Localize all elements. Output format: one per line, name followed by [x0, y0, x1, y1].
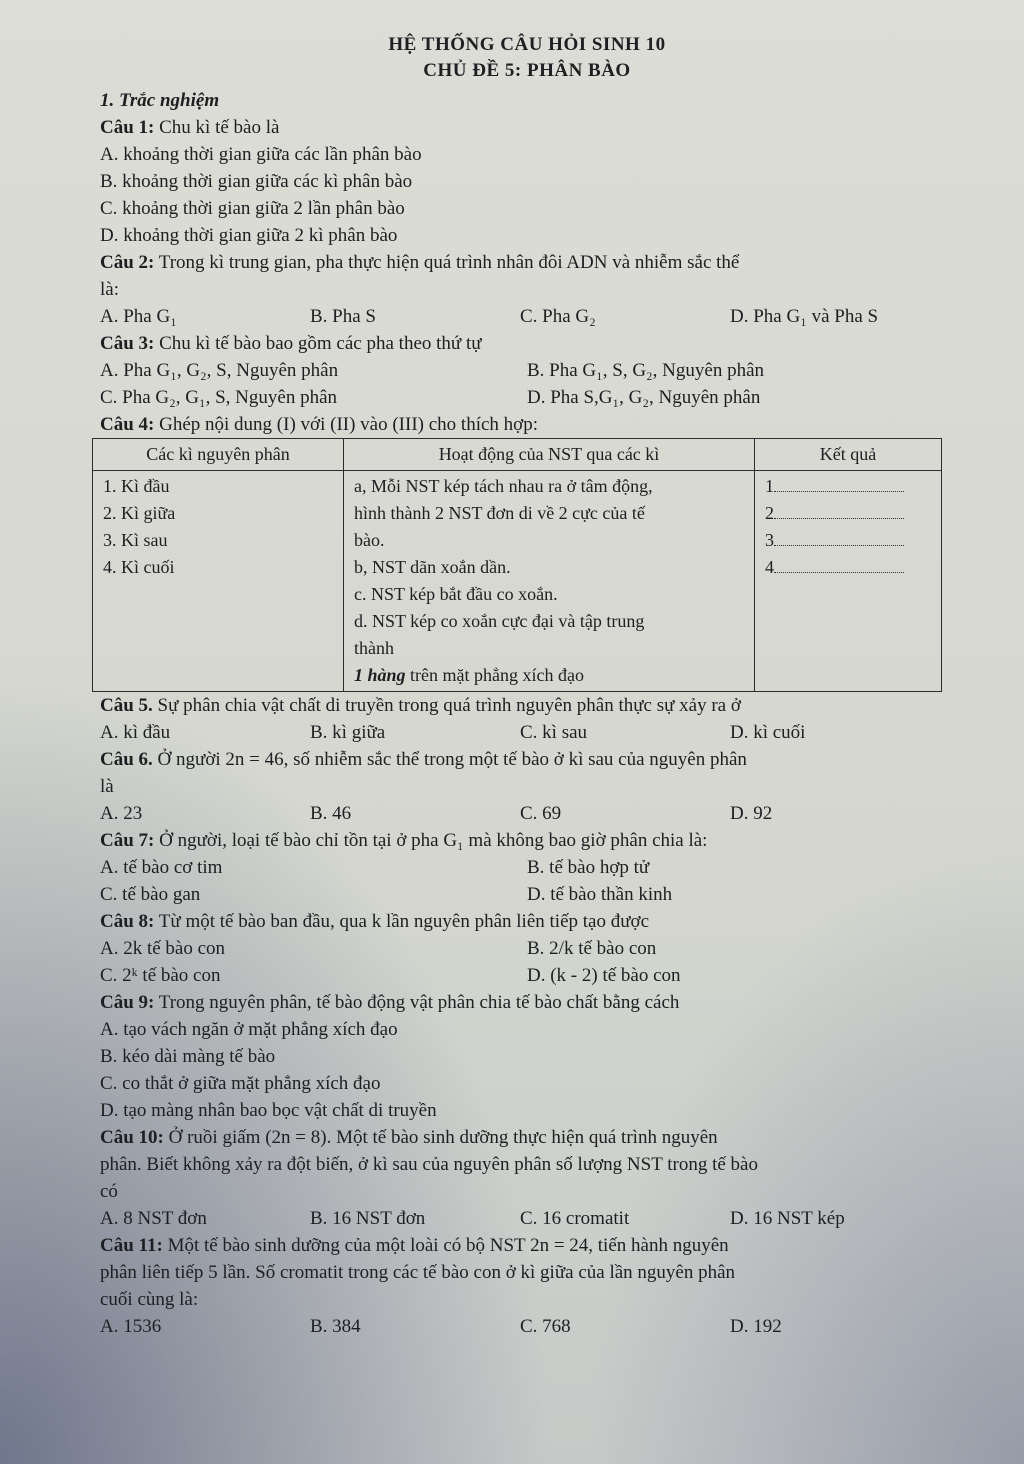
q7-option-c: C. tế bào gan — [100, 884, 201, 905]
q9-option-d: D. tạo màng nhân bao bọc vật chất di truyền — [100, 1100, 437, 1121]
result-number: 4 — [765, 557, 774, 577]
q9-text: Trong nguyên phân, tế bào động vật phân chia tế bào chất bằng cách — [158, 992, 680, 1013]
q3-option-b: B. Pha G₁, S, G₂, Nguyên phân — [527, 360, 765, 381]
activity-line: a, Mỗi NST kép tách nhau ra ở tâm động, — [354, 476, 653, 496]
dotted-blank — [774, 477, 904, 492]
activity-line: hình thành 2 NST đơn di về 2 cực của tế — [354, 503, 645, 523]
q5-label: Câu 5. — [100, 695, 153, 716]
result-blank-1[interactable] — [765, 473, 931, 500]
q11-text: Một tế bào sinh dưỡng của một loài có bộ NST 2n = 24, tiến hành nguyên — [167, 1235, 729, 1256]
q10-option-a: A. 8 NST đơn — [100, 1208, 207, 1229]
question-10 — [100, 1124, 954, 1151]
col-header-results: Kết quả — [755, 439, 942, 471]
question-7 — [100, 827, 954, 854]
q10-text-cont: phân. Biết không xảy ra đột biến, ở kì sau của nguyên phân số lượng NST trong tế bào — [100, 1154, 758, 1175]
result-number: 3 — [765, 530, 774, 550]
q6-text: Ở người 2n = 46, số nhiễm sắc thể trong một tế bào ở kì sau của nguyên phân — [157, 749, 747, 770]
question-11 — [100, 1232, 954, 1259]
activity-bold: 1 hàng — [354, 665, 406, 685]
q8-label: Câu 8: — [100, 911, 155, 932]
q6-option-a: A. 23 — [100, 803, 143, 824]
activity-line: b, NST dãn xoắn dần. — [354, 557, 511, 577]
q8-option-b: B. 2/k tế bào con — [527, 938, 657, 959]
result-blank-3[interactable] — [765, 527, 931, 554]
doc-title: HỆ THỐNG CÂU HỎI SINH 10 — [388, 34, 666, 55]
activity-line: c. NST kép bắt đầu co xoắn. — [354, 584, 558, 604]
activities-cell — [344, 471, 755, 692]
q3-options-row1 — [100, 357, 954, 384]
q2-option-c: C. Pha G₂ — [520, 306, 596, 327]
col-header-phases: Các kì nguyên phân — [93, 439, 344, 471]
q7-label: Câu 7: — [100, 830, 155, 851]
q11-options — [100, 1313, 954, 1340]
q1-option-b: B. khoảng thời gian giữa các kì phân bào — [100, 171, 413, 192]
q9-label: Câu 9: — [100, 992, 155, 1013]
activity-line-last — [354, 662, 744, 689]
matching-table-header — [93, 439, 942, 471]
activity-line: thành — [354, 638, 394, 658]
q10-label: Câu 10: — [100, 1127, 164, 1148]
q11-text-cont: phân liên tiếp 5 lần. Số cromatit trong các tế bào con ở kì giữa của lần nguyên phân — [100, 1262, 736, 1283]
phase-item: 4. Kì cuối — [103, 557, 175, 577]
q11-option-a: A. 1536 — [100, 1316, 162, 1337]
q8-text: Từ một tế bào ban đầu, qua k lần nguyên phân liên tiếp tạo được — [158, 911, 650, 932]
dotted-blank — [774, 504, 904, 519]
q7-option-b: B. tế bào hợp tử — [527, 857, 650, 878]
q5-option-a: A. kì đầu — [100, 722, 171, 743]
dotted-blank — [774, 531, 904, 546]
q11-option-d: D. 192 — [730, 1316, 782, 1337]
q2-label: Câu 2: — [100, 252, 155, 273]
q6-option-c: C. 69 — [520, 803, 562, 824]
q6-option-d: D. 92 — [730, 803, 773, 824]
q6-options — [100, 800, 954, 827]
q8-option-d: D. (k - 2) tế bào con — [527, 965, 681, 986]
q3-label: Câu 3: — [100, 333, 155, 354]
activity-line: d. NST kép co xoắn cực đại và tập trung — [354, 611, 645, 631]
q2-text: Trong kì trung gian, pha thực hiện quá trình nhân đôi ADN và nhiễm sắc thể — [158, 252, 740, 273]
phase-item: 1. Kì đầu — [103, 476, 170, 496]
q5-options — [100, 719, 954, 746]
q7-option-d: D. tế bào thần kinh — [527, 884, 673, 905]
result-blank-2[interactable] — [765, 500, 931, 527]
question-2 — [100, 249, 954, 276]
q1-label: Câu 1: — [100, 117, 155, 138]
q3-text: Chu kì tế bào bao gồm các pha theo thứ tự — [159, 333, 482, 354]
q2-option-b: B. Pha S — [310, 306, 376, 327]
result-blank-4[interactable] — [765, 554, 931, 581]
matching-table-body — [93, 471, 942, 692]
q6-option-b: B. 46 — [310, 803, 352, 824]
q2-option-d: D. Pha G₁ và Pha S — [730, 306, 879, 327]
q7-text: Ở người, loại tế bào chỉ tồn tại ở pha G₁ mà không bao giờ phân chia là: — [159, 830, 708, 851]
q10-option-c: C. 16 cromatit — [520, 1208, 630, 1229]
q3-option-d: D. Pha S,G₁, G₂, Nguyên phân — [527, 387, 761, 408]
q11-option-c: C. 768 — [520, 1316, 571, 1337]
q11-text-cont2: cuối cùng là: — [100, 1289, 199, 1310]
q8-option-c: C. 2ᵏ tế bào con — [100, 965, 221, 986]
phase-item: 3. Kì sau — [103, 530, 168, 550]
dotted-blank — [774, 558, 904, 573]
q11-option-b: B. 384 — [310, 1316, 361, 1337]
q2-option-a: A. Pha G₁ — [100, 306, 177, 327]
q4-text: Ghép nội dung (I) với (II) vào (III) cho thích hợp: — [159, 414, 538, 435]
q7-options-row1 — [100, 854, 954, 881]
phases-cell — [93, 471, 344, 692]
q1-option-a: A. khoảng thời gian giữa các lần phân bào — [100, 144, 422, 165]
q3-options-row2 — [100, 384, 954, 411]
q1-option-c: C. khoảng thời gian giữa 2 lần phân bào — [100, 198, 405, 219]
doc-subtitle: CHỦ ĐỀ 5: PHÂN BÀO — [423, 60, 631, 81]
q10-text: Ở ruồi giấm (2n = 8). Một tế bào sinh dưỡng thực hiện quá trình nguyên — [168, 1127, 718, 1148]
q8-options-row2 — [100, 962, 954, 989]
matching-table — [92, 438, 942, 692]
q9-option-c: C. co thắt ở giữa mặt phẳng xích đạo — [100, 1073, 381, 1094]
q8-options-row1 — [100, 935, 954, 962]
q10-option-b: B. 16 NST đơn — [310, 1208, 426, 1229]
q9-option-a: A. tạo vách ngăn ở mặt phẳng xích đạo — [100, 1019, 398, 1040]
q5-option-d: D. kì cuối — [730, 722, 806, 743]
section-heading: 1. Trắc nghiệm — [100, 90, 220, 111]
q9-option-b: B. kéo dài màng tế bào — [100, 1046, 276, 1067]
result-number: 1 — [765, 476, 774, 496]
question-4 — [100, 411, 954, 438]
question-9 — [100, 989, 954, 1016]
q3-option-a: A. Pha G₁, G₂, S, Nguyên phân — [100, 360, 339, 381]
question-5 — [100, 692, 954, 719]
q10-options — [100, 1205, 954, 1232]
q10-text-cont2: có — [100, 1181, 118, 1202]
q10-option-d: D. 16 NST kép — [730, 1208, 845, 1229]
results-cell — [755, 471, 942, 692]
question-1 — [100, 114, 954, 141]
q5-option-b: B. kì giữa — [310, 722, 386, 743]
question-6 — [100, 746, 954, 773]
q1-option-d: D. khoảng thời gian giữa 2 kì phân bào — [100, 225, 398, 246]
q7-options-row2 — [100, 881, 954, 908]
question-3 — [100, 330, 954, 357]
q3-option-c: C. Pha G₂, G₁, S, Nguyên phân — [100, 387, 338, 408]
activity-line: bào. — [354, 530, 385, 550]
q7-option-a: A. tế bào cơ tim — [100, 857, 223, 878]
q5-option-c: C. kì sau — [520, 722, 588, 743]
q2-options — [100, 303, 954, 330]
q8-option-a: A. 2k tế bào con — [100, 938, 226, 959]
question-8 — [100, 908, 954, 935]
q6-text-cont: là — [100, 776, 114, 797]
q2-text-cont: là: — [100, 279, 119, 300]
q11-label: Câu 11: — [100, 1235, 163, 1256]
q4-label: Câu 4: — [100, 414, 155, 435]
activity-rest: trên mặt phẳng xích đạo — [405, 665, 584, 685]
q5-text: Sự phân chia vật chất di truyền trong quá trình nguyên phân thực sự xảy ra ở — [157, 695, 741, 716]
q1-text: Chu kì tế bào là — [159, 117, 280, 138]
q6-label: Câu 6. — [100, 749, 153, 770]
phase-item: 2. Kì giữa — [103, 503, 176, 523]
result-number: 2 — [765, 503, 774, 523]
col-header-activities: Hoạt động của NST qua các kì — [344, 439, 755, 471]
